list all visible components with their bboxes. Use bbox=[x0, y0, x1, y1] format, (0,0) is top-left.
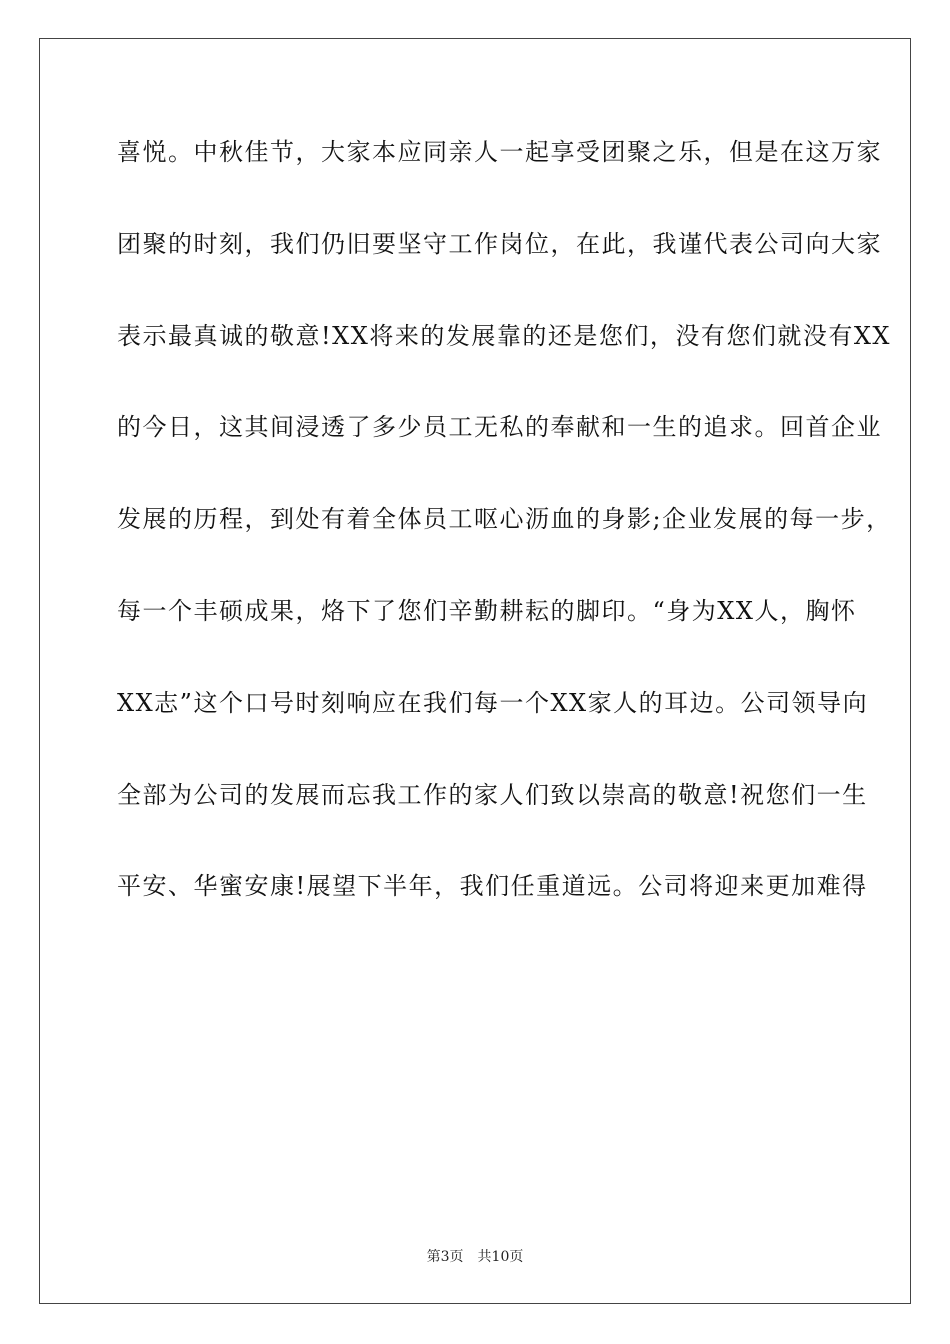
text-line: XX志”这个口号时刻响应在我们每一个XX家人的耳边。公司领导向 bbox=[117, 688, 869, 717]
text-line: 每一个丰硕成果，烙下了您们辛勤耕耘的脚印。“身为XX人，胸怀 bbox=[117, 596, 857, 625]
text-line: 表示最真诚的敬意!XX将来的发展靠的还是您们，没有您们就没有XX bbox=[117, 321, 891, 350]
page-number-total: 共10页 bbox=[477, 1249, 524, 1265]
page-number-current: 第3页 bbox=[426, 1249, 464, 1265]
text-line: 的今日，这其间浸透了多少员工无私的奉献和一生的追求。回首企业 bbox=[117, 413, 882, 442]
text-line: 全部为公司的发展而忘我工作的家人们致以崇高的敬意!祝您们一生 bbox=[117, 780, 868, 809]
page-footer bbox=[0, 1246, 950, 1266]
text-line: 团聚的时刻，我们仍旧要坚守工作岗位，在此，我谨代表公司向大家 bbox=[117, 229, 882, 258]
text-line: 平安、华蜜安康!展望下半年，我们任重道远。公司将迎来更加难得 bbox=[117, 872, 868, 901]
text-line: 喜悦。中秋佳节，大家本应同亲人一起享受团聚之乐，但是在这万家 bbox=[117, 138, 882, 166]
document-body bbox=[117, 124, 892, 950]
text-line: 发展的历程，到处有着全体员工呕心沥血的身影;企业发展的每一步， bbox=[117, 505, 892, 534]
